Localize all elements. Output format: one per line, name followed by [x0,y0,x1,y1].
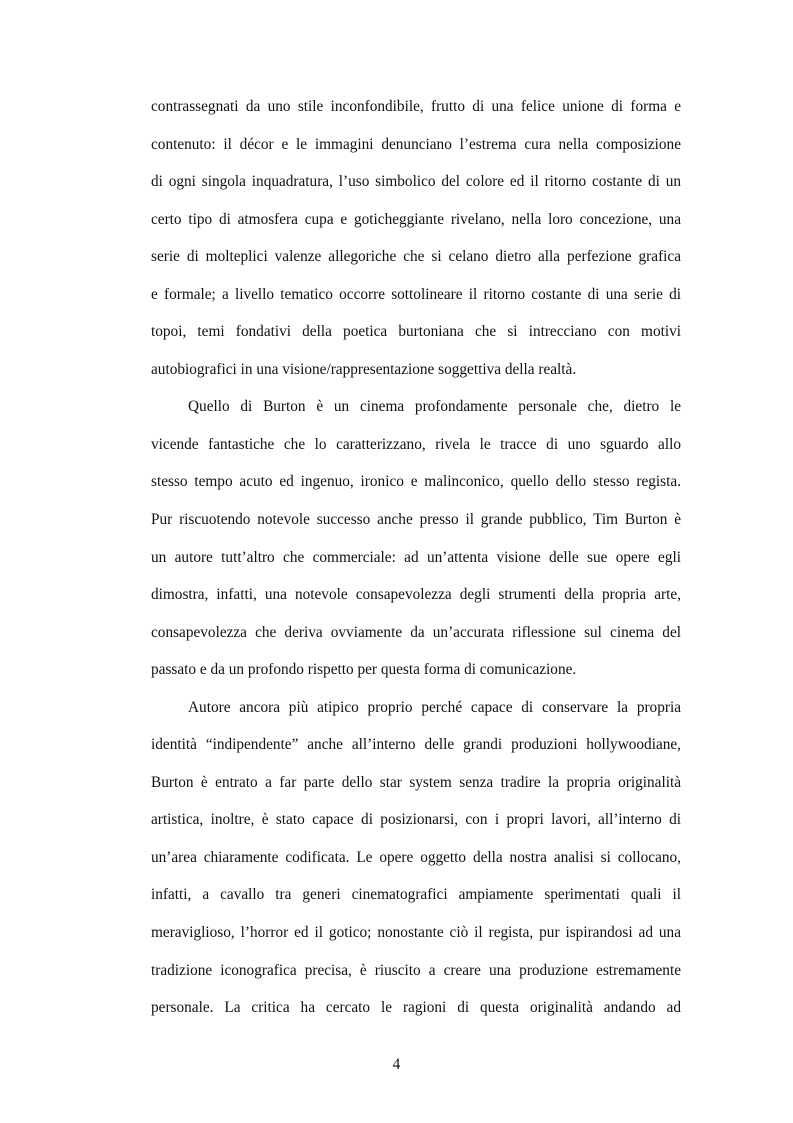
text-line: consapevolezza che deriva ovviamente da un’accurata riflessione sul cinema del [151,623,681,641]
text-line: contrassegnati da uno stile inconfondibile, frutto di una felice unione di forma e [151,98,681,115]
text-line: un autore tutt’altro che commerciale: ad un’attenta visione delle sue opere egli [151,548,681,566]
text-line: serie di molteplici valenze allegoriche che si celano dietro alla perfezione grafica [151,248,681,266]
page-number: 4 [392,1056,401,1073]
text-line: dimostra, infatti, una notevole consapevolezza degli strumenti della propria arte, [151,586,681,604]
text-line: Burton è entrato a far parte dello star system senza tradire la propria originalità [151,773,681,791]
text-line: contenuto: il décor e le immagini denunciano l’estrema cura nella composizione [151,135,681,153]
text-line: identità “indipendente” anche all’interno delle grandi produzioni hollywoodiane, [151,736,681,754]
text-line: artistica, inoltre, è stato capace di posizionarsi, con i propri lavori, all’interno di [151,811,681,829]
text-line: vicende fantastiche che lo caratterizzano, rivela le tracce di uno sguardo allo [151,435,681,453]
text-line: topoi, temi fondativi della poetica burtoniana che si intrecciano con motivi [151,323,681,341]
paragraph-1 [151,88,681,388]
text-line: di ogni singola inquadratura, l’uso simbolico del colore ed il ritorno costante di un [151,173,681,191]
body-text [151,88,681,1027]
text-line: Pur riscuotendo notevole successo anche presso il grande pubblico, Tim Burton è [151,511,681,529]
text-line: tradizione iconografica precisa, è riuscito a creare una produzione estremamente [151,961,681,979]
text-line: infatti, a cavallo tra generi cinematografici ampiamente sperimentati quali il [151,886,681,904]
text-line: certo tipo di atmosfera cupa e goticheggiante rivelano, nella loro concezione, una [151,210,681,228]
text-line: un’area chiaramente codificata. Le opere oggetto della nostra analisi si collocano, [151,848,681,866]
text-line: Quello di Burton è un cinema profondamente personale che, dietro le [188,398,681,416]
text-line: e formale; a livello tematico occorre sottolineare il ritorno costante di una serie di [151,285,681,303]
text-line: autobiografici in una visione/rappresentazione soggettiva della realtà. [151,360,577,378]
text-line: Autore ancora più atipico proprio perché capace di conservare la propria [188,698,681,716]
text-line: meraviglioso, l’horror ed il gotico; nonostante ciò il regista, pur ispirandosi ad una [151,924,681,942]
paragraph-3 [151,689,681,1027]
text-line: passato e da un profondo rispetto per questa forma di comunicazione. [151,661,577,679]
paragraph-2 [151,388,681,688]
text-line: personale. La critica ha cercato le ragioni di questa originalità andando ad [151,999,681,1017]
text-line: stesso tempo acuto ed ingenuo, ironico e malinconico, quello dello stesso regista. [151,473,681,491]
